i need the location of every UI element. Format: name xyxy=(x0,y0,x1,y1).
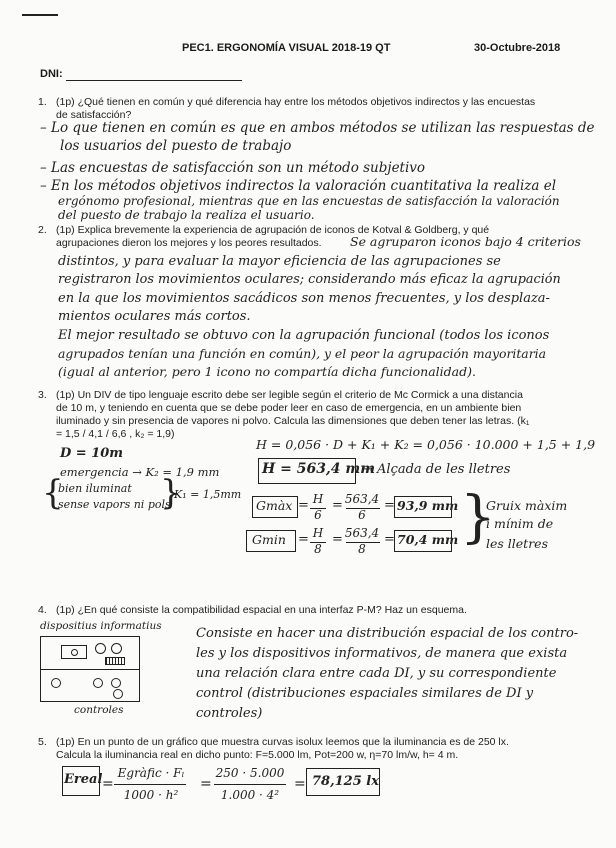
q3-gmin-label: Gmin xyxy=(252,532,286,547)
display-bar-icon xyxy=(105,657,125,665)
q4-label-controls: controles xyxy=(74,704,124,716)
interface-diagram xyxy=(40,636,140,702)
q5-eq3: = xyxy=(294,776,306,792)
q5-den1: 1000 · h² xyxy=(123,788,179,802)
q3-brace-right: } xyxy=(160,473,182,513)
q5-fline2 xyxy=(214,784,286,785)
q2-question-line1: (1p) Explica brevemente la experiencia de agrupación de iconos de Kotval & Goldberg, y qué xyxy=(56,224,490,236)
page-title: PEC1. ERGONOMÍA VISUAL 2018-19 QT xyxy=(182,42,391,54)
q5-num1: Egràfic · Fₗ xyxy=(117,766,185,780)
q3-condition-vapor: sense vapors ni pols xyxy=(58,498,171,511)
q5-question-line2: Calcula la iluminancia real en dicho punto: F=5.000 lm, Pot=200 w, η=70 lm/w, h= 4 m. xyxy=(56,749,459,761)
q3-question-line4: = 1,5 / 4,1 / 6,6 , k₂ = 1,9) xyxy=(56,428,175,440)
q2-answer-line2: registraron los movimientos oculares; considerando más eficaz la agrupación xyxy=(58,272,561,287)
q1-answer-line1: – Lo que tienen en común es que en ambos métodos se utilizan las respuestas de xyxy=(40,120,595,136)
q2-answer-line1: distintos, y para evaluar la mayor eficiencia de las agrupaciones se xyxy=(58,254,501,269)
q4-answer-line1: Consiste en hacer una distribución espacial de los contro- xyxy=(196,626,579,641)
q4-answer-line3: una relación clara entre cada DI, y su correspondiente xyxy=(196,666,557,681)
q5-result: 78,125 lx xyxy=(312,774,379,789)
q3-g-note-2: i mínim de xyxy=(486,516,554,531)
q3-condition-lit: bien iluminat xyxy=(58,482,132,495)
q3-gmax-num: H xyxy=(312,492,324,506)
q5-question-line1: (1p) En un punto de un gráfico que muestra curvas isolux leemos que la iluminancia es de 250 lx. xyxy=(56,736,509,748)
q3-h-result: H = 563,4 mm xyxy=(262,461,376,477)
q3-gmin-eq2: = xyxy=(332,532,343,547)
q3-question-line2: de 10 m, y teniendo en cuenta que se debe poder leer en caso de emergencia, en un ambiente bien xyxy=(56,402,522,414)
q3-g-note-1: Gruix màxim xyxy=(486,498,568,513)
control-knob-icon xyxy=(51,678,61,688)
q2-answer-line3: en la que los movimientos sacádicos son menos frecuentes, y los desplaza- xyxy=(58,291,550,306)
q3-gmax-eq1: = xyxy=(298,498,309,513)
q1-question-line1: (1p) ¿Qué tienen en común y qué diferencia hay entre los métodos objetivos indirectos y las encuestas xyxy=(56,96,536,108)
q3-gmin-eq1: = xyxy=(298,532,309,547)
q3-gmax-eq3: = xyxy=(384,498,395,513)
q1-answer-line5: ergónomo profesional, mientras que en las encuestas de satisfacción la valoración xyxy=(58,194,560,208)
q3-formula: H = 0,056 · D + K₁ + K₂ = 0,056 · 10.000 + 1,5 + 1,9 xyxy=(256,437,596,452)
q5-fline1 xyxy=(114,784,186,785)
q4-label-informative: dispositius informatius xyxy=(40,620,162,632)
q3-h-note: → Alçada de les lletres xyxy=(362,462,511,477)
q2-answer-line4: mientos oculares más cortos. xyxy=(58,309,251,324)
q3-gmax-num2: 563,4 xyxy=(344,492,380,506)
q4-answer-line2: les y los dispositivos informativos, de manera que exista xyxy=(196,646,568,661)
dni-line xyxy=(66,80,242,81)
display-dial-icon xyxy=(95,643,106,654)
q2-answer-inline: Se agruparon iconos bajo 4 criterios xyxy=(350,234,581,249)
q3-gmax-result: 93,9 mm xyxy=(397,498,459,513)
q4-answer-line4: control (distribuciones espaciales similares de DI y xyxy=(196,686,534,701)
q3-question-line3: iluminado y sin presencia de vapores ni polvo. Calcula las dimensiones que deben tener las letras. (k₁ xyxy=(56,415,530,427)
q2-answer-line6: agrupados tenían una función en común), y el peor la agrupación mayoritaria xyxy=(58,346,546,361)
q3-k1: K₁ = 1,5mm xyxy=(174,488,242,501)
q1-answer-line3: – Las encuestas de satisfacción son un método subjetivo xyxy=(40,160,426,176)
dni-label: DNI: xyxy=(40,68,63,80)
q5-number: 5. xyxy=(38,736,47,748)
q3-brace: { xyxy=(42,473,64,513)
q3-gmin-num: H xyxy=(312,526,324,540)
display-dial-icon xyxy=(111,643,122,654)
q3-gmax-eq2: = xyxy=(332,498,343,513)
q4-answer-line5: controles) xyxy=(196,706,263,721)
control-knob-icon xyxy=(111,678,121,688)
q3-gmin-den: 8 xyxy=(314,542,322,556)
q2-answer-line5: El mejor resultado se obtuvo con la agrupación funcional (todos los iconos xyxy=(58,328,550,343)
q2-answer-line7: (igual al anterior, pero 1 icono no compartía dicha funcionalidad). xyxy=(58,364,476,379)
q5-num2: 250 · 5.000 xyxy=(215,766,285,780)
q3-gmax-label: Gmàx xyxy=(256,498,293,513)
q1-answer-line6: del puesto de trabajo la realiza el usuario. xyxy=(58,208,315,222)
control-knob-icon xyxy=(113,689,123,699)
q1-answer-line4: – En los métodos objetivos indirectos la valoración cuantitativa la realiza el xyxy=(40,178,557,194)
q3-g-brace: } xyxy=(460,485,496,550)
q5-eq2: = xyxy=(200,776,212,792)
q3-question-line1: (1p) Un DIV de tipo lenguaje escrito debe ser legible según el criterio de Mc Cormick a una distancia xyxy=(56,389,523,401)
q5-den2: 1.000 · 4² xyxy=(220,788,280,802)
q1-answer-line2: los usuarios del puesto de trabajo xyxy=(60,138,292,154)
control-knob-icon xyxy=(93,678,103,688)
q3-gmin-eq3: = xyxy=(384,532,395,547)
q3-gmin-result: 70,4 mm xyxy=(397,532,459,547)
q4-question: (1p) ¿En qué consiste la compatibilidad espacial en una interfaz P-M? Haz un esquema. xyxy=(56,604,467,616)
q5-eq1: = xyxy=(102,776,114,792)
q3-distance: D = 10m xyxy=(60,446,124,461)
q1-question-line2: de satisfacción? xyxy=(56,109,132,121)
q3-number: 3. xyxy=(38,389,47,401)
q3-emergency: emergencia → K₂ = 1,9 mm xyxy=(60,465,220,479)
q2-number: 2. xyxy=(38,224,47,236)
exam-date: 30-Octubre-2018 xyxy=(474,42,561,54)
diagram-divider xyxy=(41,669,139,670)
q3-gmax-den2: 6 xyxy=(358,508,366,522)
q3-gmin-den2: 8 xyxy=(358,542,366,556)
q2-question-line2: agrupaciones dieron los mejores y los peores resultados. xyxy=(56,237,322,249)
margin-dash xyxy=(22,14,58,16)
display-meter-icon xyxy=(61,645,87,659)
q3-gmin-num2: 563,4 xyxy=(344,526,380,540)
q1-number: 1. xyxy=(38,96,47,108)
q3-g-note-3: les lletres xyxy=(486,536,548,551)
q5-ereal-label: Ereal xyxy=(64,772,103,787)
q3-gmax-den: 6 xyxy=(314,508,322,522)
q4-number: 4. xyxy=(38,604,47,616)
